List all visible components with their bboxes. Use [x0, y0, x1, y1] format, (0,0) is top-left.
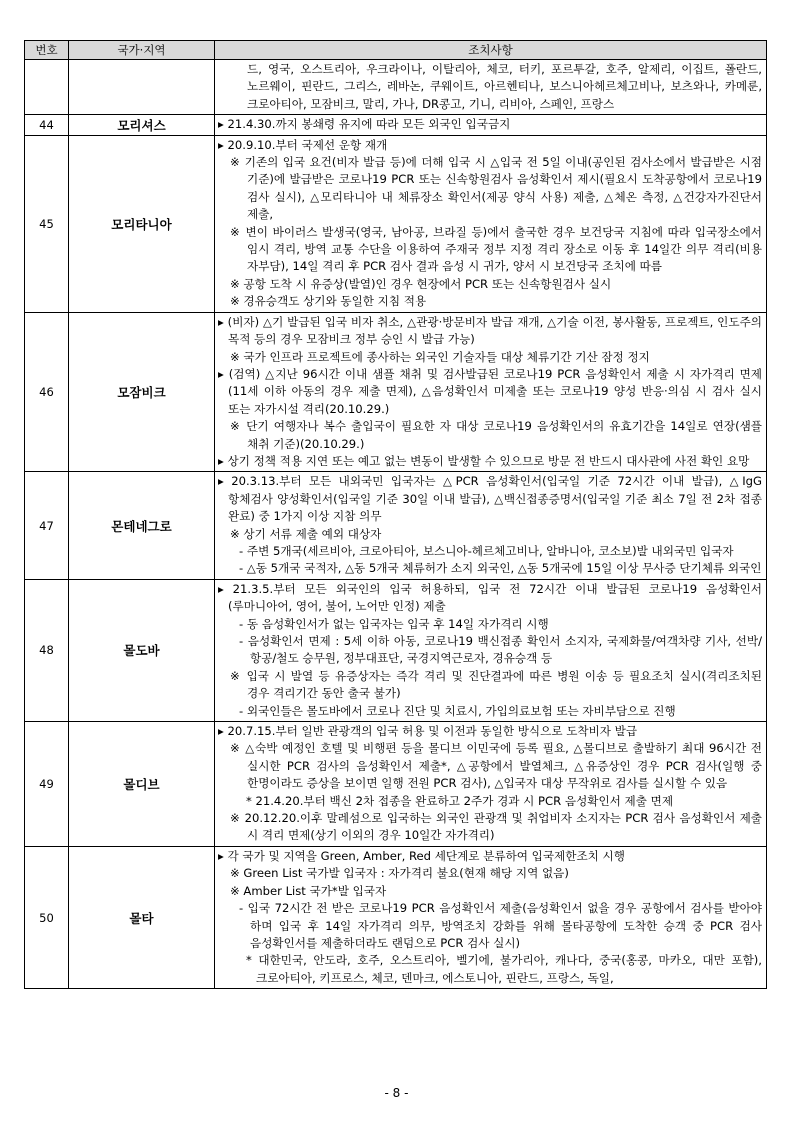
table-row: [25, 579, 767, 721]
table-row: [25, 60, 767, 115]
measure-line: - △동 5개국 국적자, △동 5개국 체류허가 소지 외국인, △동 5개국에 15일 이상 무사증 단기체류 외국인: [239, 561, 762, 576]
row-country: 모잠비크: [69, 312, 215, 472]
measure-line: ▸ (비자) △기 발급된 입국 비자 취소, △관광·방문비자 발급 재개, △기술 이전, 봉사활동, 프로젝트, 인도주의 목적 등의 경우 모잠비크 정부 승인 시 발급 가능): [218, 314, 762, 347]
table-body: [25, 60, 767, 989]
row-measures: [215, 312, 767, 472]
measure-line: ▸ 각 국가 및 지역을 Green, Amber, Red 세단계로 분류하여 입국제한조치 시행: [218, 848, 625, 863]
measure-line: ▸ 20.3.13.부터 모든 내외국민 입국자는 △PCR 음성확인서(입국일 기준 72시간 이내 발급), △IgG 항체검사 양성확인서(입국일 기준 30일 이내 발급), △백신접종증명서(입국일 기준 최소 7일 전 2차 접종 완료) 중 1가지 이상 지참 의무: [218, 474, 762, 524]
row-measures: [215, 472, 767, 579]
measure-line: ※ Green List 국가발 입국자 : 자가격리 불요(현재 해당 지역 없음): [230, 866, 569, 881]
row-country: 모리셔스: [69, 115, 215, 135]
measure-line: ▸ 21.3.5.부터 모든 외국인의 입국 허용하되, 입국 전 72시간 이내 발급된 코로나19 음성확인서(루마니아어, 영어, 불어, 노어만 인정) 제출: [218, 581, 762, 614]
measure-line: ※ 입국 시 발열 등 유증상자는 즉각 격리 및 진단결과에 따른 병원 이송 등 필요조치 실시(격리조치된 경우 격리기간 동안 출국 불가): [230, 668, 762, 701]
table-row: [25, 722, 767, 847]
page-number: - 8 -: [384, 1086, 409, 1100]
table-row: [25, 846, 767, 988]
table-row: [25, 135, 767, 312]
measure-line: 드, 영국, 오스트리아, 우크라이나, 이탈리아, 체코, 터키, 포르투갈, 호주, 알제리, 이집트, 폴란드, 노르웨이, 핀란드, 그리스, 레바논, 쿠웨이트, 아르헨티나, 보스니아헤르체고비나, 보츠와나, 카메룬, 크로아티아, 모잠비크, 말리, 가나, DR콩고, 기니, 리비아, 스페인, 프랑스: [247, 62, 762, 111]
measure-line: ※ 기존의 입국 요건(비자 발급 등)에 더해 입국 시 △입국 전 5일 이내(공인된 검사소에서 발급받은 시점 기준)에 발급받은 코로나19 PCR 또는 신속항원검사 음성확인서 제시(필요시 도착공항에서 코로나19 검사 실시), △모리타니아 내 체류장소 확인서(제공 양식 사용) 제출, △체온 측정, △건강자가진단서 제출,: [230, 155, 762, 222]
row-measures: [215, 60, 767, 115]
header-number: 번호: [25, 41, 69, 60]
measure-line: ※ 상기 서류 제출 예외 대상자: [230, 526, 382, 541]
document-page: [24, 40, 766, 989]
row-number: 44: [25, 115, 69, 135]
row-country: 몬테네그로: [69, 472, 215, 579]
table-row: [25, 472, 767, 579]
row-measures: [215, 846, 767, 988]
measure-line: - 외국인들은 몰도바에서 코로나 진단 및 치료시, 가입의료보험 또는 자비부담으로 진행: [239, 703, 676, 718]
measure-line: ▸ 21.4.30.까지 봉쇄령 유지에 따라 모든 외국인 입국금지: [218, 117, 511, 132]
measure-line: ※ 경유승객도 상기와 동일한 지침 적용: [230, 294, 427, 309]
row-measures: [215, 722, 767, 847]
row-country: 모리타니아: [69, 135, 215, 312]
table-row: [25, 312, 767, 472]
table-row: [25, 115, 767, 135]
header-country: 국가·지역: [69, 41, 215, 60]
row-measures: [215, 115, 767, 135]
row-country: 몰디브: [69, 722, 215, 847]
row-number: 47: [25, 472, 69, 579]
row-measures: [215, 135, 767, 312]
measure-line: ▸ 20.9.10.부터 국제선 운항 재개: [218, 137, 388, 152]
measure-line: ▸ 상기 정책 적용 지연 또는 예고 없는 변동이 발생할 수 있으므로 방문 전 반드시 대사관에 사전 확인 요망: [218, 453, 750, 468]
row-country: [69, 60, 215, 115]
header-measures: 조치사항: [215, 41, 767, 60]
measure-line: ※ Amber List 국가*발 입국자: [230, 883, 387, 898]
row-country: 몰타: [69, 846, 215, 988]
row-country: 몰도바: [69, 579, 215, 721]
row-number: 45: [25, 135, 69, 312]
row-number: 50: [25, 846, 69, 988]
row-number: 49: [25, 722, 69, 847]
measure-line: ※ 공항 도착 시 유증상(발열)인 경우 현장에서 PCR 또는 신속항원검사 실시: [230, 276, 612, 291]
row-number: 48: [25, 579, 69, 721]
table-header-row: [25, 41, 767, 60]
measure-line: - 입국 72시간 전 받은 코로나19 PCR 음성확인서 제출(음성확인서 없을 경우 공항에서 검사를 받아야 하며 입국 후 14일 자가격리 의무, 방역조치 강화를 위해 몰타공항에 도착한 승객 중 PCR 검사 음성확인서를 제출하더라도 랜덤으로 PCR 검사 실시): [239, 901, 762, 950]
measure-line: ▸ (검역) △지난 96시간 이내 샘플 채취 및 검사발급된 코로나19 PCR 음성확인서 제출 시 자가격리 면제(11세 이하 아동의 경우 제출 면제), △음성확인서 미제출 또는 코로나19 양성 반응·의심 시 검사 실시 또는 자가시설 격리(20.10.29.): [218, 366, 762, 416]
measure-line: ※ 단기 여행자나 복수 출입국이 필요한 자 대상 코로나19 음성확인서의 유효기간을 14일로 연장(샘플 채취 기준)(20.10.29.): [230, 419, 762, 451]
row-number: 46: [25, 312, 69, 472]
measure-line: - 동 음성확인서가 없는 입국자는 입국 후 14일 자가격리 시행: [239, 616, 549, 631]
measure-line: - 주변 5개국(세르비아, 크로아티아, 보스니아-헤르체고비나, 알바니아, 코소보)발 내외국민 입국자: [239, 543, 734, 558]
measure-line: ※ 20.12.20.이후 말레섬으로 입국하는 외국인 관광객 및 취업비자 소지자는 PCR 검사 음성확인서 제출 시 격리 면제(상기 이외의 경우 10일간 자가격리): [230, 811, 762, 843]
measure-line: * 대한민국, 안도라, 호주, 오스트리아, 벨기에, 불가리아, 캐나다, 중국(홍콩, 마카오, 대만 포함), 크로아티아, 키프로스, 체코, 덴마크, 에스토니아, 핀란드, 프랑스, 독일,: [246, 953, 762, 985]
measure-line: ▸ 20.7.15.부터 일반 관광객의 입국 허용 및 이전과 동일한 방식으로 도착비자 발급: [218, 724, 638, 739]
measure-line: ※ 변이 바이러스 발생국(영국, 남아공, 브라질 등)에서 출국한 경우 보건당국 지침에 따라 입국장소에서 임시 격리, 방역 교통 수단을 이용하여 주재국 정부 지정 격리 장소로 이동 후 14일간 의무 격리(비용 자부담), 14일 격리 후 PCR 검사 결과 음성 시 귀가, 양서 시 보건당국 조치에 따름: [230, 224, 762, 274]
measure-line: ※ △숙박 예정인 호텔 및 비행편 등을 몰디브 이민국에 등록 필요, △몰디브로 출발하기 최대 96시간 전 실시한 PCR 검사의 음성확인서 제출*, △공항에서 발열체크, △유증상인 경우 PCR 검사(일행 중 한명이라도 증상을 보이면 일행 전원 PCR 검사), △입국자 대상 무작위로 검사를 실시할 수 있음: [230, 741, 762, 791]
measure-line: ※ 국가 인프라 프로젝트에 종사하는 외국인 기술자들 대상 체류기간 기산 잠정 정지: [230, 349, 650, 364]
measure-line: - 음성확인서 면제 : 5세 이하 아동, 코로나19 백신접종 확인서 소지자, 국제화물/여객차량 기사, 선박/항공/철도 승무원, 정부대표단, 국경지역근로자, 경유승객 등: [239, 634, 762, 666]
row-number: [25, 60, 69, 115]
row-measures: [215, 579, 767, 721]
measures-table: [24, 40, 767, 989]
measure-line: * 21.4.20.부터 백신 2차 접종을 완료하고 2주가 경과 시 PCR 음성확인서 제출 면제: [246, 793, 674, 808]
